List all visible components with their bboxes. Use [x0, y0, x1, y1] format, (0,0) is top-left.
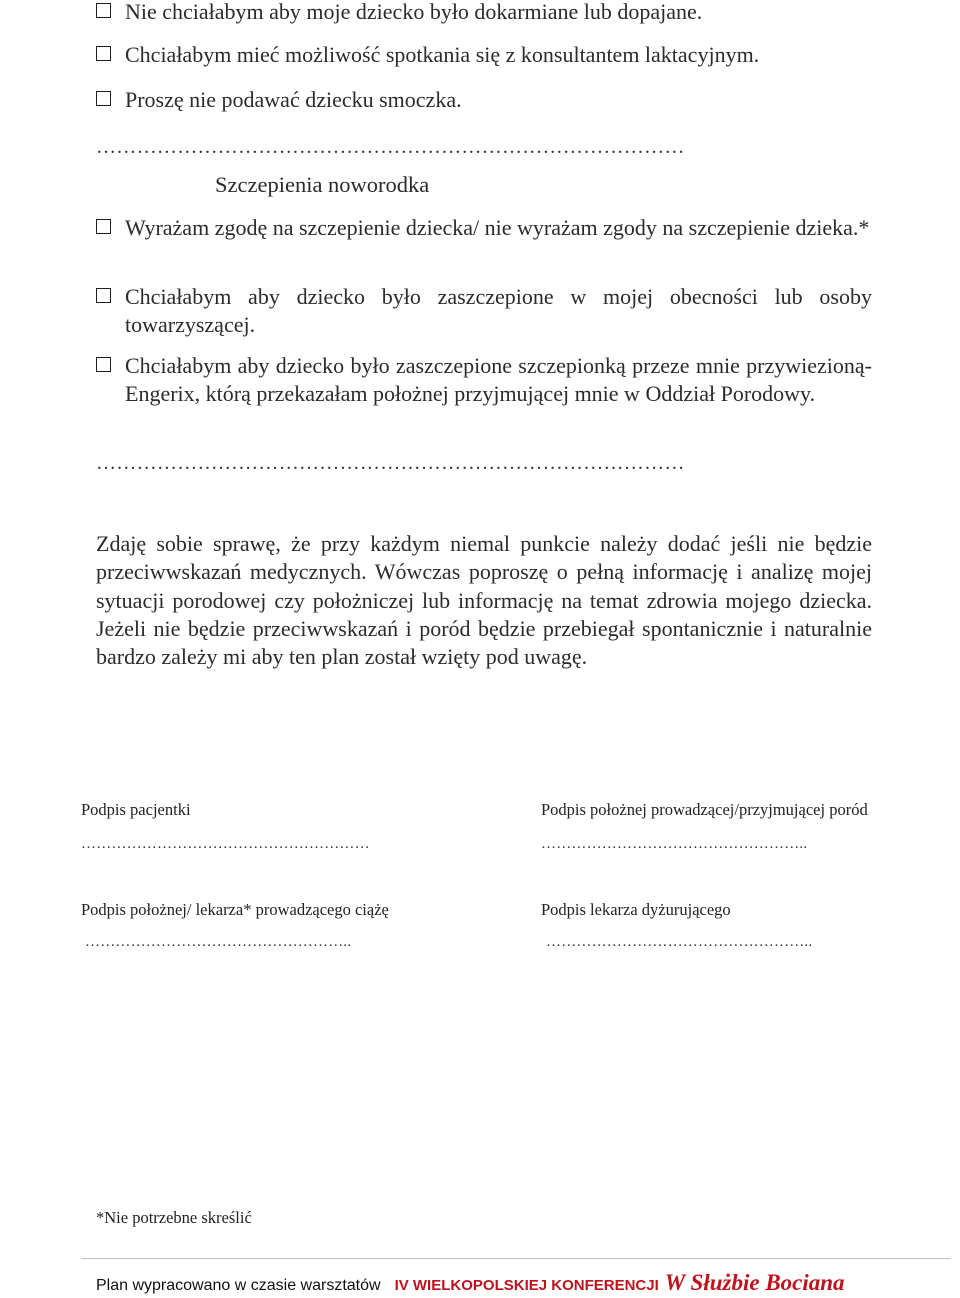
option-label: Chciałabym aby dziecko było zaszczepione w mojej obecności lub osoby towarzyszącej.: [125, 284, 872, 337]
checkbox[interactable]: [96, 357, 111, 372]
option-label: Proszę nie podawać dziecku smoczka.: [125, 87, 462, 112]
option-label: Nie chciałabym aby moje dziecko było dokarmiane lub dopajane.: [125, 0, 703, 24]
statement-paragraph: Zdaję sobie sprawę, że przy każdym niemal punkcie należy dodać jeśli nie będzie przeciwwskazań medycznych. Wówczas poproszę o pełną informację i analizę mojej sytuacji porodowej czy położniczej lub informację na temat zdrowia mojego dziecka. Jeżeli nie będzie przeciwwskazań i poród będzie przebiegał spontanicznie i naturalnie bardzo zależy mi aby ten plan został wzięty pod uwagę.: [96, 531, 872, 670]
checkbox[interactable]: [96, 46, 111, 61]
signature-label-prenatal: Podpis położnej/ lekarza* prowadzącego ciążę: [81, 900, 389, 919]
signature-line-midwife[interactable]: ……………………………………………..: [541, 836, 808, 852]
signature-label-doctor: Podpis lekarza dyżurującego: [541, 900, 731, 919]
footer-prefix: Plan wypracowano w czasie warsztatów: [96, 1277, 381, 1294]
checkbox[interactable]: [96, 288, 111, 303]
footer: [96, 1270, 845, 1296]
signature-line-prenatal[interactable]: ……………………………………………..: [85, 934, 352, 950]
section-heading-vaccination: Szczepienia noworodka: [215, 172, 430, 197]
checkbox[interactable]: [96, 3, 111, 18]
separator-dots: ……………………………………………………………………………: [96, 136, 685, 158]
footer-conference: IV WIELKOPOLSKIEJ KONFERENCJI: [394, 1277, 659, 1294]
option-label: Chciałabym mieć możliwość spotkania się z konsultantem laktacyjnym.: [125, 42, 760, 67]
option-own-vaccine: [96, 352, 872, 408]
option-label: Wyrażam zgodę na szczepienie dziecka/ nie wyrażam zgody na szczepienie dzieka.*: [125, 215, 870, 240]
option-vaccination-consent: [96, 214, 872, 242]
option-no-supplementing: [96, 0, 872, 26]
footnote: *Nie potrzebne skreślić: [96, 1208, 252, 1227]
signature-line-patient[interactable]: …………………………………………………: [81, 836, 370, 852]
checkbox[interactable]: [96, 219, 111, 234]
signature-label-midwife: Podpis położnej prowadzącej/przyjmującej poród: [541, 800, 868, 819]
signature-label-patient: Podpis pacjentki: [81, 800, 191, 819]
footer-divider: [82, 1258, 950, 1259]
option-vaccination-presence: [96, 283, 872, 339]
separator-dots: ……………………………………………………………………………: [96, 452, 685, 474]
signature-line-doctor[interactable]: ……………………………………………..: [546, 934, 813, 950]
footer-brand-logo: W Służbie Bociana: [664, 1270, 845, 1295]
option-no-pacifier: [96, 86, 872, 114]
option-lactation-consultant: [96, 41, 872, 69]
option-label: Chciałabym aby dziecko było zaszczepione szczepionką przeze mnie przywiezioną- Engerix, którą przekazałam położnej przyjmującej mnie w Oddział Porodowy.: [125, 353, 872, 406]
checkbox[interactable]: [96, 91, 111, 106]
